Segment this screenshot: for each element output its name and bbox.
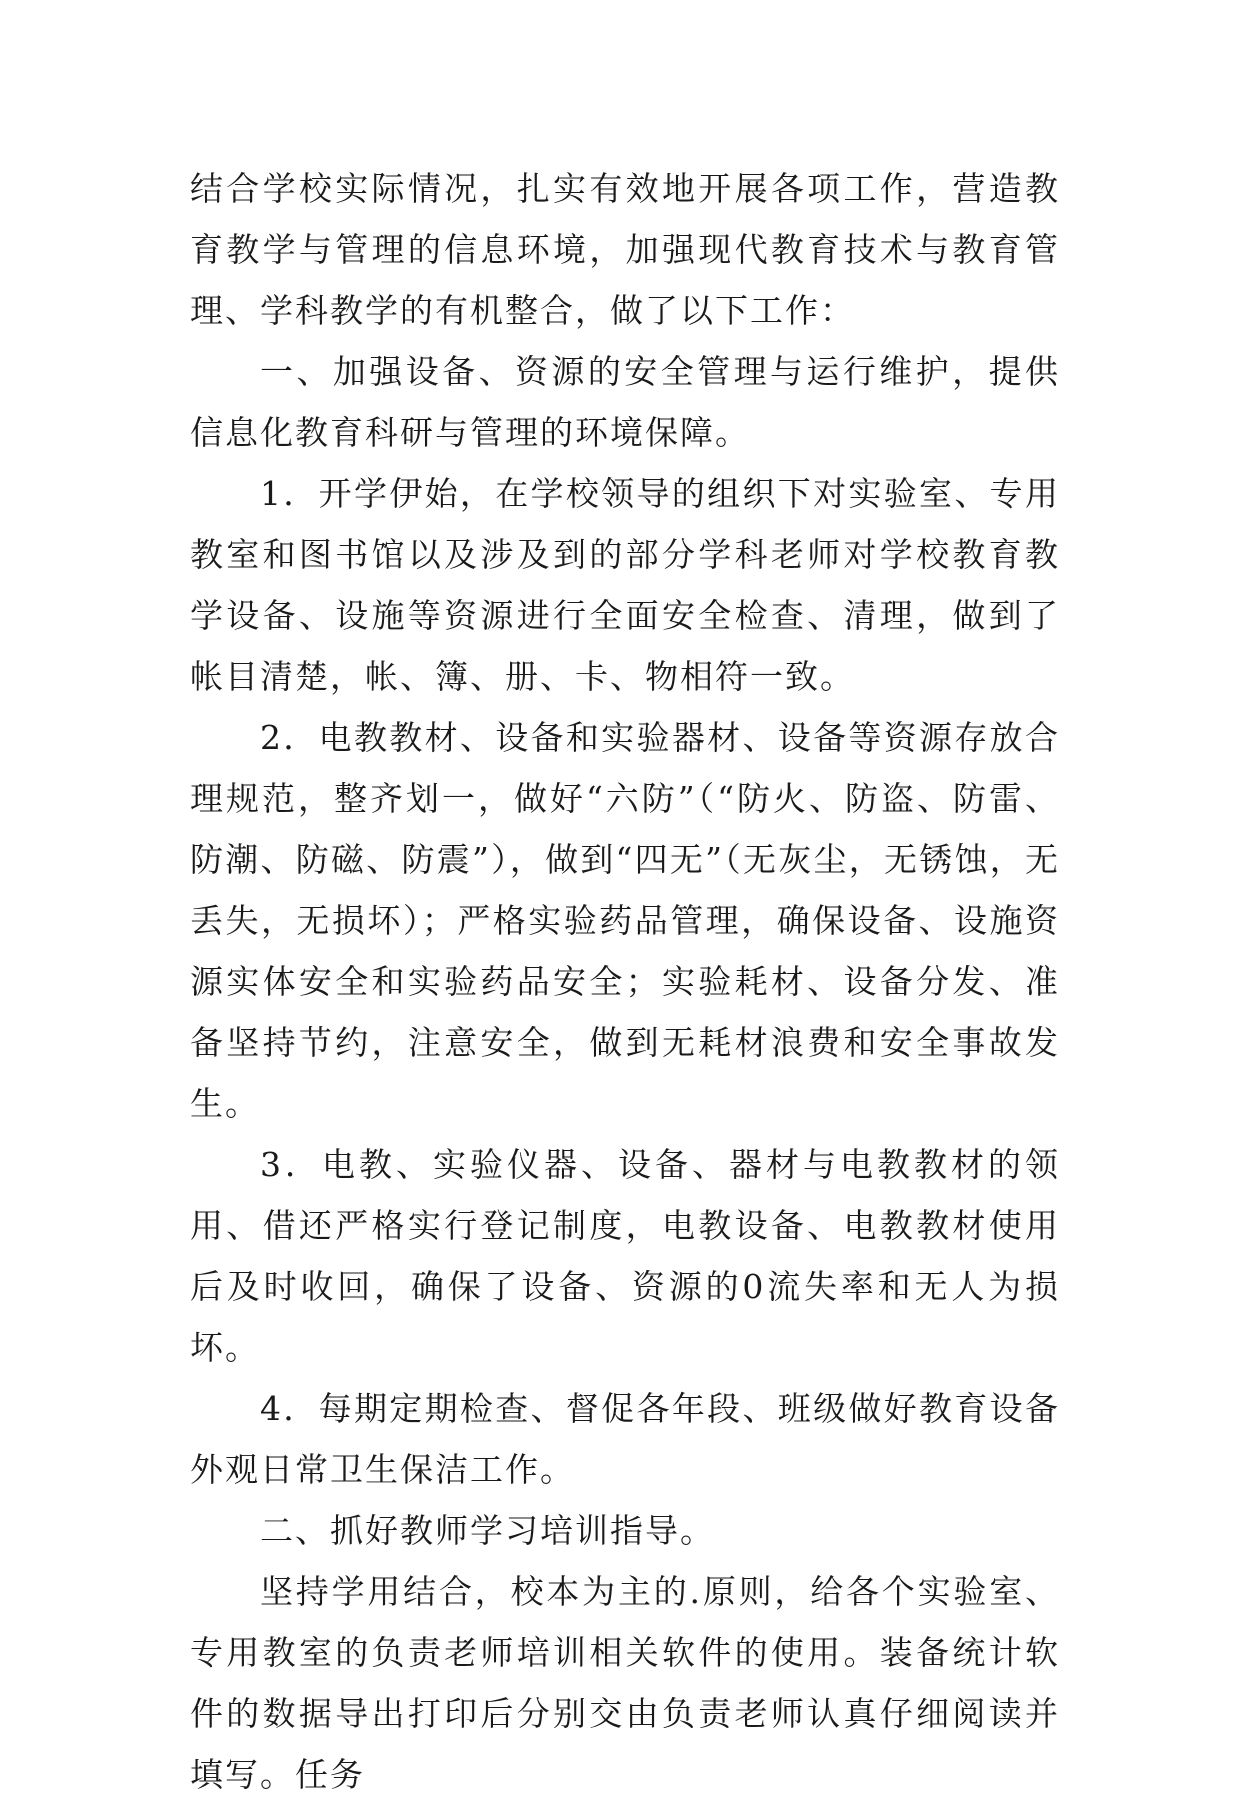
paragraph-training: 坚持学用结合，校本为主的.原则，给各个实验室、专用教室的负责老师培训相关软件的使用。装备统计软件的数据导出打印后分别交由负责老师认真仔细阅读并填写。任务: [190, 1572, 1060, 1794]
paragraph-intro: 结合学校实际情况，扎实有效地开展各项工作，营造教育教学与管理的信息环境，加强现代教育技术与教育管理、学科教学的有机整合，做了以下工作：: [190, 169, 1060, 330]
heading-section-2: 二、抓好教师学习培训指导。: [260, 1511, 715, 1550]
paragraph-item-3: 3．电教、实验仪器、设备、器材与电教教材的领用、借还严格实行登记制度，电教设备、电教教材使用后及时收回，确保了设备、资源的0流失率和无人为损坏。: [190, 1145, 1060, 1367]
paragraph-item-2: 2．电教教材、设备和实验器材、设备等资源存放合理规范，整齐划一，做好“六防”（“防火、防盗、防雷、防潮、防磁、防震”），做到“四无”（无灰尘，无锈蚀，无丢失，无损坏）；严格实验药品管理，确保设备、设施资源实体安全和实验药品安全；实验耗材、设备分发、准备坚持节约，注意安全，做到无耗材浪费和安全事故发生。: [190, 718, 1060, 1123]
paragraph-item-4: 4．每期定期检查、督促各年段、班级做好教育设备外观日常卫生保洁工作。: [190, 1389, 1060, 1489]
document-body: [190, 158, 1060, 1805]
heading-section-1: 一、加强设备、资源的安全管理与运行维护，提供信息化教育科研与管理的环境保障。: [190, 352, 1060, 452]
paragraph-item-1: 1．开学伊始，在学校领导的组织下对实验室、专用教室和图书馆以及涉及到的部分学科老师对学校教育教学设备、设施等资源进行全面安全检查、清理，做到了帐目清楚，帐、簿、册、卡、物相符一致。: [190, 474, 1060, 696]
